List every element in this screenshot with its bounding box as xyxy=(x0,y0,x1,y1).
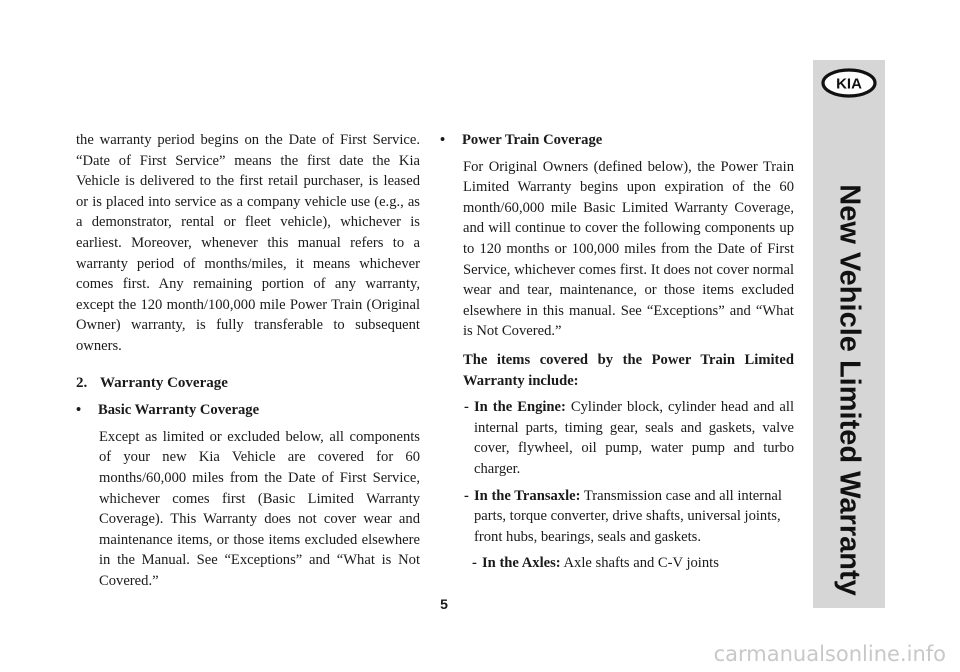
list-item-axles xyxy=(440,553,794,574)
item-text: Cylinder block, cylinder head and all internal parts, timing gear, seals and gaskets, valve cover, flywheel, oil pump, water pump and turbo charger. xyxy=(474,399,795,477)
list-item-engine xyxy=(440,397,794,479)
basic-coverage-body: Except as limited or excluded below, all components of your new Kia Vehicle are covered for 60 months/60,000 miles from the Date of First Service, whichever comes first (Basic Limited Warranty Coverage). This Warranty does not cover wear and maintenance items, or those items excluded elsewhere in the Manual. See “Exceptions” and “What is Not Covered.” xyxy=(99,428,420,589)
section-heading xyxy=(76,373,420,394)
items-heading: The items covered by the Power Train Limited Warranty include: xyxy=(463,351,794,389)
power-train-title: Power Train Coverage xyxy=(462,132,603,148)
item-text: Transmission case and all internal parts, torque converter, drive shafts, universal joints, front hubs, bearings, seals and gaskets. xyxy=(474,487,782,545)
dash-marker: - xyxy=(472,555,477,572)
bullet-icon: • xyxy=(440,132,446,148)
watermark: carmanualsonline.info xyxy=(713,642,946,666)
item-lead: In the Axles: xyxy=(482,555,561,572)
dash-marker: - xyxy=(464,399,469,416)
power-train-heading xyxy=(440,130,794,151)
left-column xyxy=(76,130,420,591)
kia-logo-icon xyxy=(821,68,877,98)
item-text: Axle shafts and C-V joints xyxy=(563,555,719,572)
section-title: Warranty Coverage xyxy=(100,374,228,391)
item-lead: In the Engine: xyxy=(474,399,566,416)
sidebar xyxy=(813,60,885,608)
right-column xyxy=(440,130,794,574)
logo-text: KIA xyxy=(836,75,862,93)
list-item-transaxle xyxy=(440,486,794,548)
item-lead: In the Transaxle: xyxy=(474,487,581,504)
basic-coverage-title: Basic Warranty Coverage xyxy=(98,402,260,419)
sidebar-title: New Vehicle Limited Warranty xyxy=(833,184,866,596)
section-number: 2. xyxy=(76,374,88,391)
dash-marker: - xyxy=(464,487,469,504)
bullet-icon: • xyxy=(76,402,82,419)
basic-coverage-heading xyxy=(76,400,420,421)
power-train-body: For Original Owners (defined below), the Power Train Limited Warranty begins upon expiration of the 60 month/60,000 mile Basic Limited Warranty Coverage, and will continue to cover the following components up to 120 months or 100,000 miles from the Date of First Service, whichever comes first. It does not cover normal wear and tear, maintenance, or those items excluded elsewhere in this manual. See “Exceptions” and “What is Not Covered.” xyxy=(463,158,794,340)
intro-paragraph: the warranty period begins on the Date of First Service. “Date of First Service” means the first date the Kia Vehicle is delivered to the first retail purchaser, is leased or is placed into service as a company vehicle use (e.g., as a demonstrator, rental or fleet vehicle), whichever is earliest. Moreover, whenever this manual refers to a warranty period of months/miles, it means whichever comes first. Any remaining portion of any warranty, except the 120 month/100,000 mile Power Train (Original Owner) warranty, is fully transferable to subsequent owners. xyxy=(76,132,420,354)
page-number: 5 xyxy=(440,596,448,612)
